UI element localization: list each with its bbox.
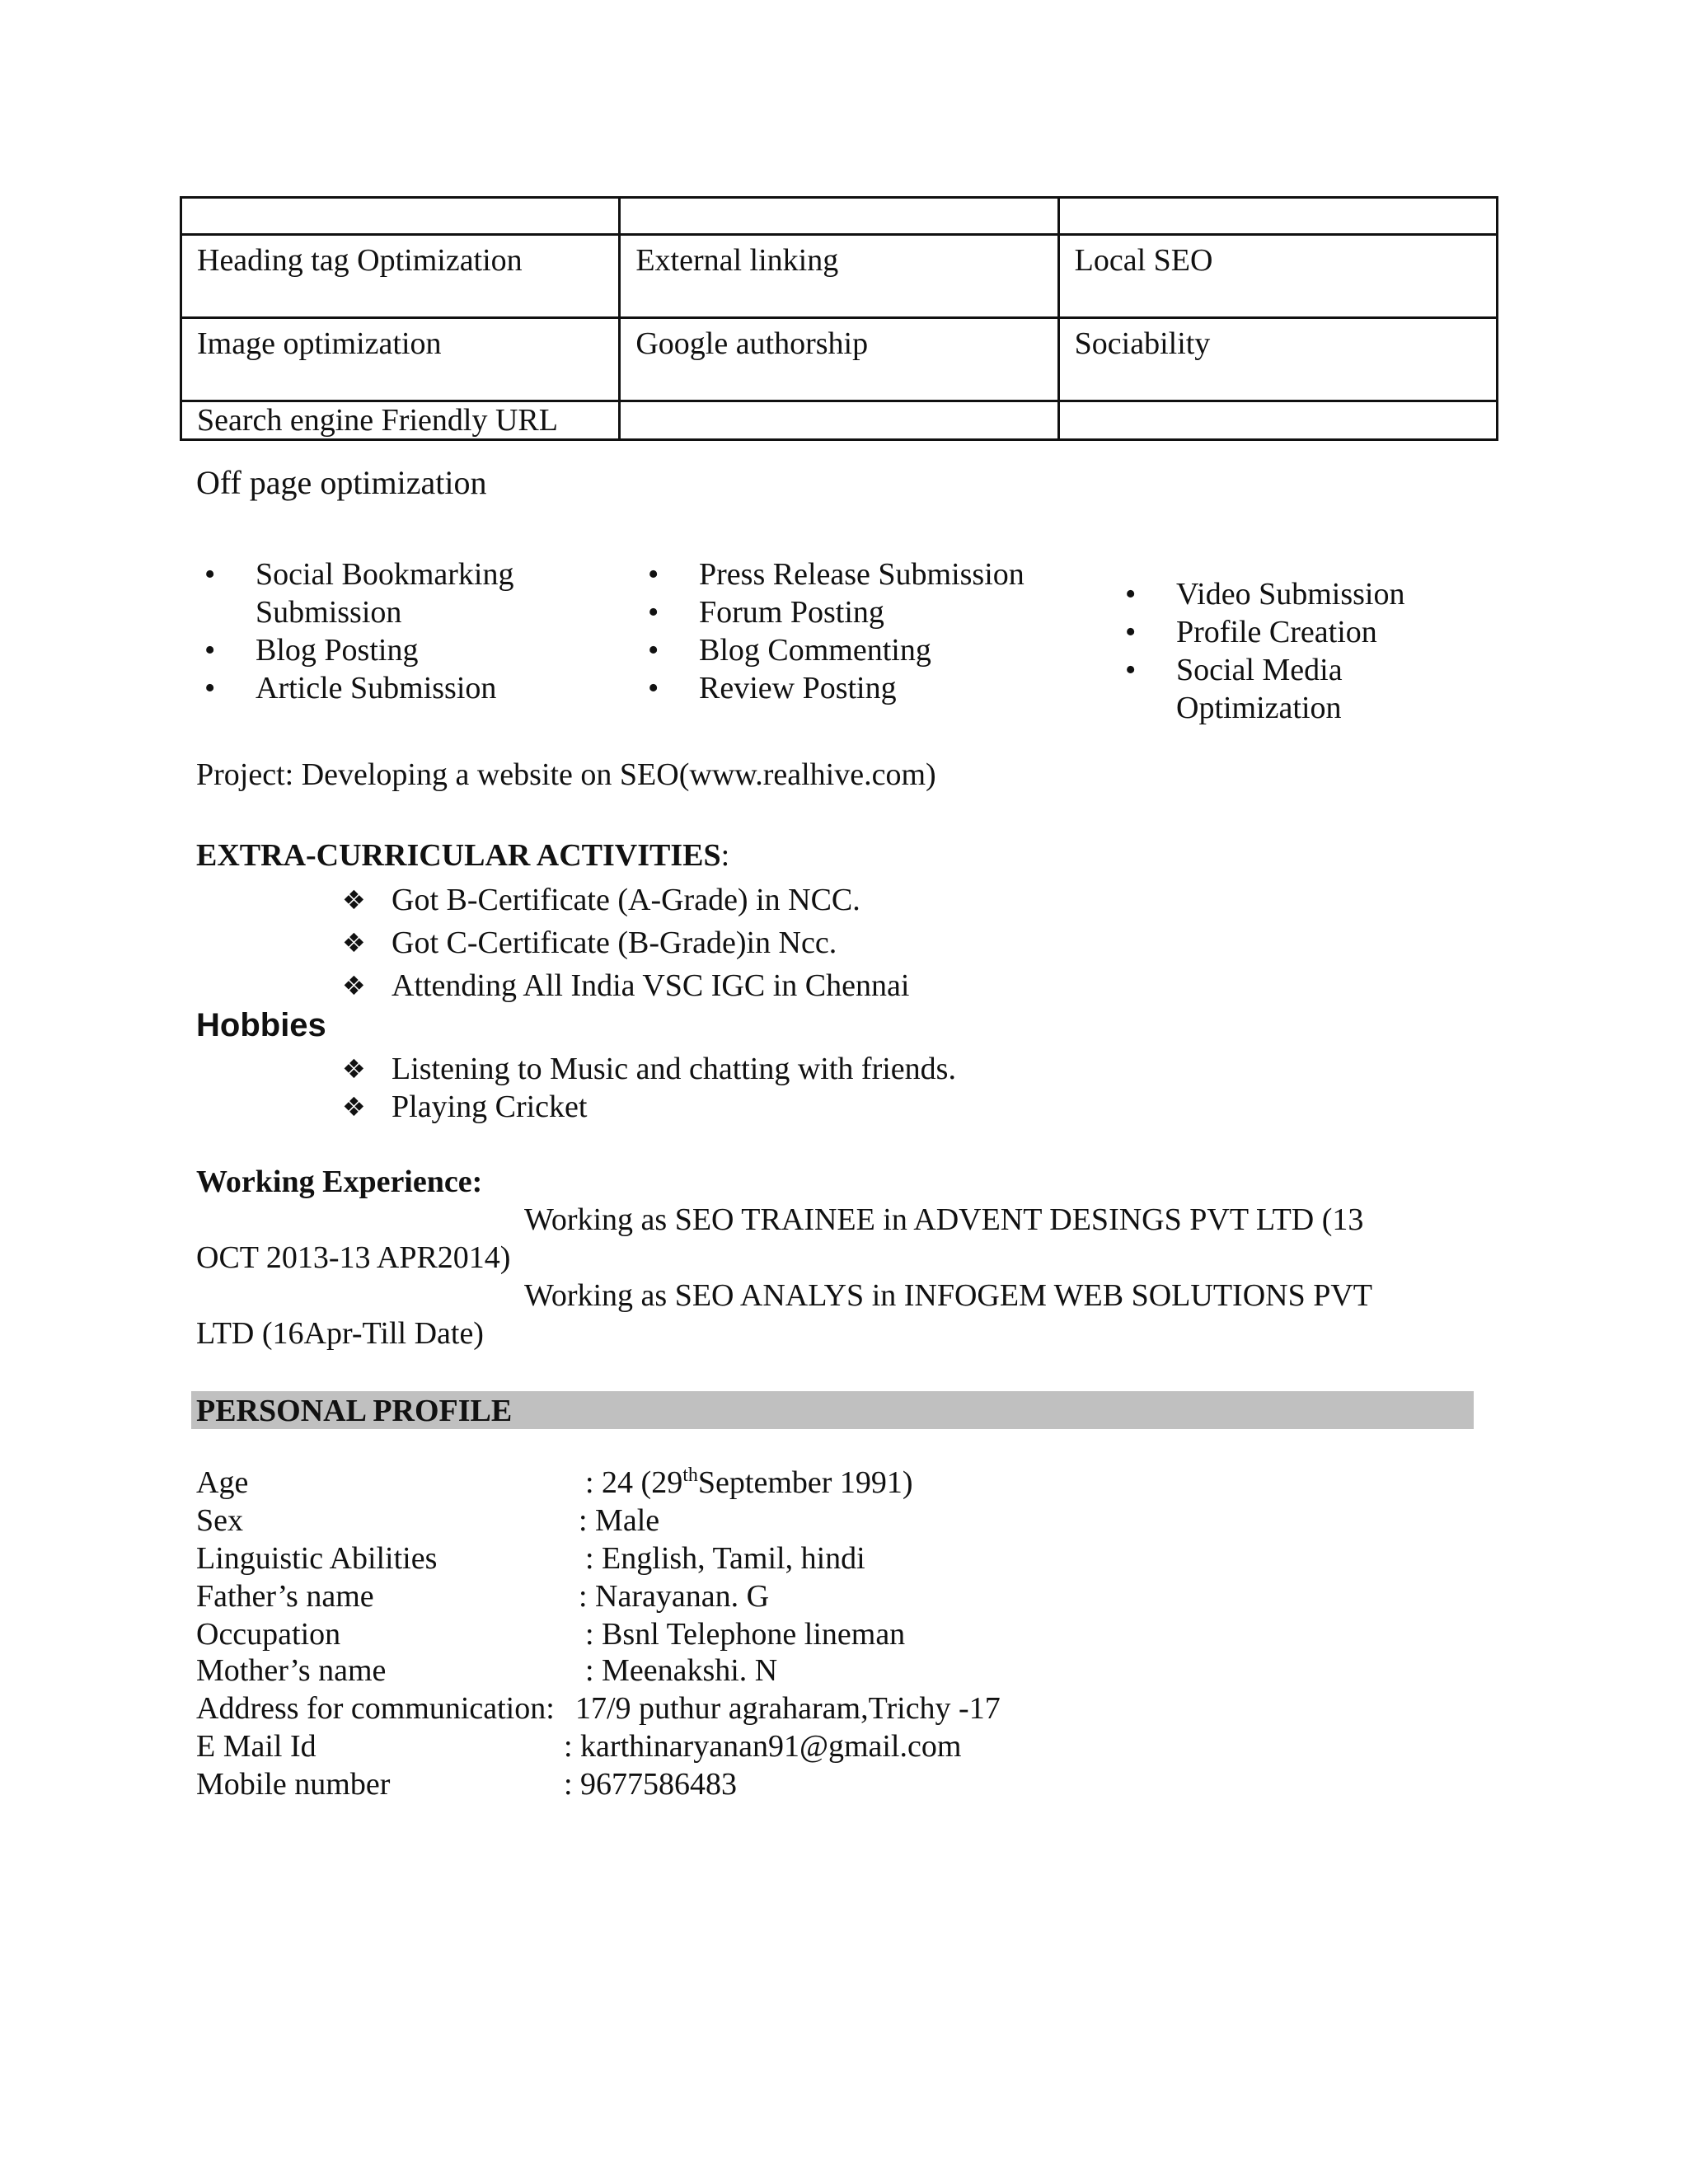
age-value-text: : 24 (29 <box>585 1465 683 1500</box>
extra-curricular-list <box>342 879 909 1007</box>
table-row <box>181 318 1498 401</box>
off-page-column-2 <box>640 555 1134 707</box>
list-item: • Blog Commenting <box>640 631 1134 669</box>
table-cell: Sociability <box>1058 318 1497 401</box>
on-page-seo-table <box>180 196 1498 441</box>
table-row <box>181 235 1498 318</box>
father-value: : Narayanan. G <box>579 1579 770 1614</box>
extra-curricular-title: EXTRA-CURRICULAR ACTIVITIES <box>196 838 721 873</box>
linguistic-value: : English, Tamil, hindi <box>585 1541 865 1576</box>
job-1-line-2: OCT 2013-13 APR2014) <box>196 1240 511 1275</box>
table-cell: Local SEO <box>1058 235 1497 318</box>
list-item: ❖ Got C-Certificate (B-Grade)in Ncc. <box>342 921 909 964</box>
profile-row-mother <box>196 1652 778 1690</box>
personal-profile-heading: PERSONAL PROFILE <box>196 1394 513 1428</box>
list-item: ❖ Attending All India VSC IGC in Chennai <box>342 964 909 1007</box>
work-experience-heading: Working Experience: <box>196 1165 483 1199</box>
off-page-heading: Off page optimization <box>196 464 487 501</box>
off-page-column-1 <box>196 555 559 707</box>
project-line: Project: Developing a website on SEO(www.realhive.com) <box>196 757 936 792</box>
off-page-column-3 <box>1117 575 1496 727</box>
profile-row-sex <box>196 1502 660 1540</box>
list-item: • Forum Posting <box>640 593 1134 631</box>
age-value-superscript: th <box>682 1465 698 1486</box>
table-cell: Heading tag Optimization <box>181 235 620 318</box>
table-cell: Image optimization <box>181 318 620 401</box>
age-value <box>585 1464 913 1502</box>
profile-row-address <box>196 1690 1001 1727</box>
table-cell: External linking <box>620 235 1058 318</box>
table-row <box>181 198 1498 235</box>
list-item: • Article Submission <box>196 669 559 707</box>
mother-label: Mother’s name <box>196 1653 387 1688</box>
table-cell: Search engine Friendly URL <box>181 401 620 440</box>
mobile-value: : 9677586483 <box>564 1767 738 1802</box>
profile-row-age <box>196 1464 913 1502</box>
sex-value: : Male <box>579 1503 660 1538</box>
mobile-label: Mobile number <box>196 1767 391 1802</box>
job-2-line-1: Working as SEO ANALYS in INFOGEM WEB SOLUTIONS PVT <box>524 1278 1373 1313</box>
father-label: Father’s name <box>196 1579 374 1614</box>
profile-row-email <box>196 1727 962 1765</box>
list-item: • Social Bookmarking Submission <box>196 555 569 631</box>
table-cell <box>1058 198 1497 235</box>
mother-value: : Meenakshi. N <box>585 1653 778 1688</box>
email-label: E Mail Id <box>196 1729 316 1764</box>
hobbies-list <box>342 1050 956 1126</box>
table-row <box>181 401 1498 440</box>
age-label: Age <box>196 1465 249 1500</box>
age-value-text-end: September 1991) <box>697 1465 913 1500</box>
table-cell <box>181 198 620 235</box>
profile-row-father <box>196 1577 770 1615</box>
hobbies-heading: Hobbies <box>196 1007 326 1043</box>
list-item: • Review Posting <box>640 669 1134 707</box>
list-item: ❖ Listening to Music and chatting with friends. <box>342 1050 956 1088</box>
table-cell <box>1058 401 1497 440</box>
list-item: • Blog Posting <box>196 631 559 669</box>
list-item: ❖ Got B-Certificate (A-Grade) in NCC. <box>342 879 909 921</box>
list-item: • Profile Creation <box>1117 613 1496 651</box>
list-item: • Social Media Optimization <box>1117 651 1382 727</box>
sex-label: Sex <box>196 1503 243 1538</box>
extra-curricular-heading <box>196 837 729 874</box>
address-value: 17/9 puthur agraharam,Trichy -17 <box>575 1691 1001 1726</box>
address-label: Address for communication: <box>196 1691 555 1726</box>
profile-row-mobile <box>196 1765 738 1803</box>
list-item: ❖ Playing Cricket <box>342 1088 956 1126</box>
linguistic-label: Linguistic Abilities <box>196 1541 438 1576</box>
occupation-value: : Bsnl Telephone lineman <box>585 1617 906 1652</box>
list-item: • Video Submission <box>1117 575 1496 613</box>
table-cell: Google authorship <box>620 318 1058 401</box>
email-value: : karthinaryanan91@gmail.com <box>564 1729 962 1764</box>
occupation-label: Occupation <box>196 1617 341 1652</box>
heading-colon: : <box>720 838 730 873</box>
job-2-line-2: LTD (16Apr-Till Date) <box>196 1316 484 1351</box>
profile-row-occupation <box>196 1615 906 1653</box>
table-cell <box>620 401 1058 440</box>
job-1-line-1: Working as SEO TRAINEE in ADVENT DESINGS PVT LTD (13 <box>524 1202 1364 1237</box>
list-item: • Press Release Submission <box>640 555 1134 593</box>
profile-row-linguistic <box>196 1540 865 1577</box>
table-cell <box>620 198 1058 235</box>
